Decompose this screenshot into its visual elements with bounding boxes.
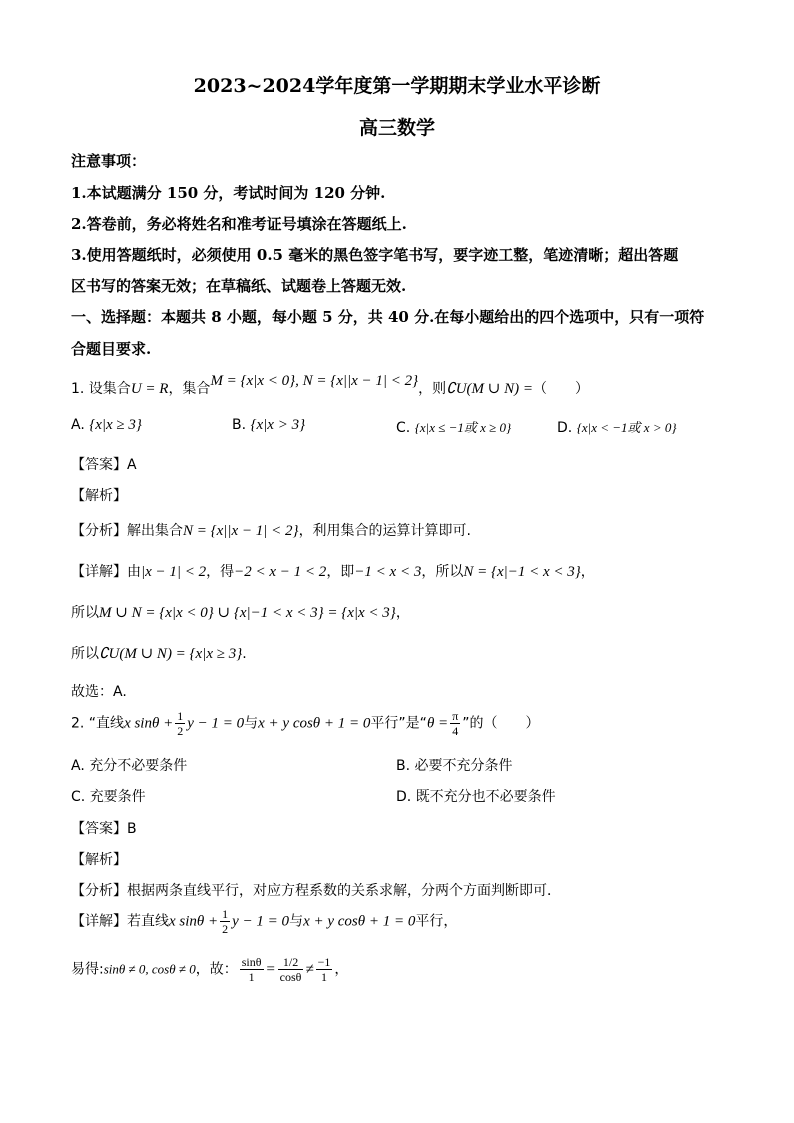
- q1-stem: 1. 设集合U = R，集合M = {x|x < 0}, N = {x||x − 1| < 2}，则∁U(M ∪ N) =（ ）: [71, 373, 589, 397]
- q1-detail: 【详解】由|x − 1| < 2，得−2 < x − 1 < 2，即−1 < x < 3，所以N = {x|−1 < x < 3}，: [71, 564, 595, 580]
- notice-item-1: 1.本试题满分 150 分，考试时间为 120 分钟.: [71, 184, 386, 202]
- q1-fenxi: 【分析】解出集合N = {x||x − 1| < 2}，利用集合的运算计算即可.: [71, 523, 472, 539]
- q1-answer: 【答案】A: [71, 457, 137, 473]
- section1-line1: 一、选择题：本题共 8 小题，每小题 5 分，共 40 分.在每小题给出的四个选项中，只有一项符: [71, 308, 705, 326]
- q1-analysis-label: 【解析】: [71, 488, 127, 504]
- notice-heading: 注意事项：: [71, 152, 147, 170]
- exam-subtitle: 高三数学: [358, 117, 435, 139]
- q2-answer: 【答案】B: [71, 821, 137, 837]
- exam-title: 2023~2024学年度第一学期期末学业水平诊断: [193, 75, 601, 97]
- q1-option-a: A. {x|x ≥ 3}: [71, 417, 142, 433]
- notice-item-3-cont: 区书写的答案无效；在草稿纸、试题卷上答题无效.: [71, 277, 407, 295]
- notice-item-3: 3.使用答题纸时，必须使用 0.5 毫米的黑色签字笔书写，要字迹工整，笔迹清晰；超出答题: [71, 246, 679, 264]
- q1-union-step: 所以M ∪ N = {x|x < 0} ∪ {x|−1 < x < 3} = {x|x < 3}，: [71, 605, 410, 621]
- q1-complement-step: 所以∁U(M ∪ N) = {x|x ≥ 3}.: [71, 646, 247, 662]
- q1-choice: 故选：A.: [71, 684, 127, 700]
- q2-option-a: A. 充分不必要条件: [71, 758, 188, 774]
- q2-derivation: 易得:sinθ ≠ 0, cosθ ≠ 0，故： $\frac{\sin\theta}{1}$ = $\frac{1/2}{\cos\theta}$ ≠ $\frac{-1}{1}$ ，: [71, 955, 349, 984]
- notice-item-2: 2.答卷前，务必将姓名和准考证号填涂在答题纸上.: [71, 215, 407, 233]
- q2-stem: 2. “直线x sinθ + $\frac{1}{2}$ y − 1 = 0与x + y cosθ + 1 = 0平行”是“θ = $\frac{\pi}{4}$ ”的（ ）: [71, 709, 540, 738]
- q2-detail: 【详解】若直线x sinθ + $\frac{1}{2}$ y − 1 = 0与x + y cosθ + 1 = 0平行，: [71, 907, 458, 936]
- q2-option-d: D. 既不充分也不必要条件: [396, 789, 556, 805]
- q1-option-c: C. {x|x ≤ −1或 x ≥ 0}: [396, 420, 512, 436]
- section1-line2: 合题目要求.: [71, 340, 152, 358]
- q1-option-d: D. {x|x < −1或 x > 0}: [557, 420, 677, 436]
- q1-option-b: B. {x|x > 3}: [232, 417, 306, 433]
- q2-option-b: B. 必要不充分条件: [396, 758, 513, 774]
- q2-analysis-label: 【解析】: [71, 852, 127, 868]
- q2-fenxi: 【分析】根据两条直线平行，对应方程系数的关系求解，分两个方面判断即可．: [71, 883, 561, 899]
- q2-option-c: C. 充要条件: [71, 789, 146, 805]
